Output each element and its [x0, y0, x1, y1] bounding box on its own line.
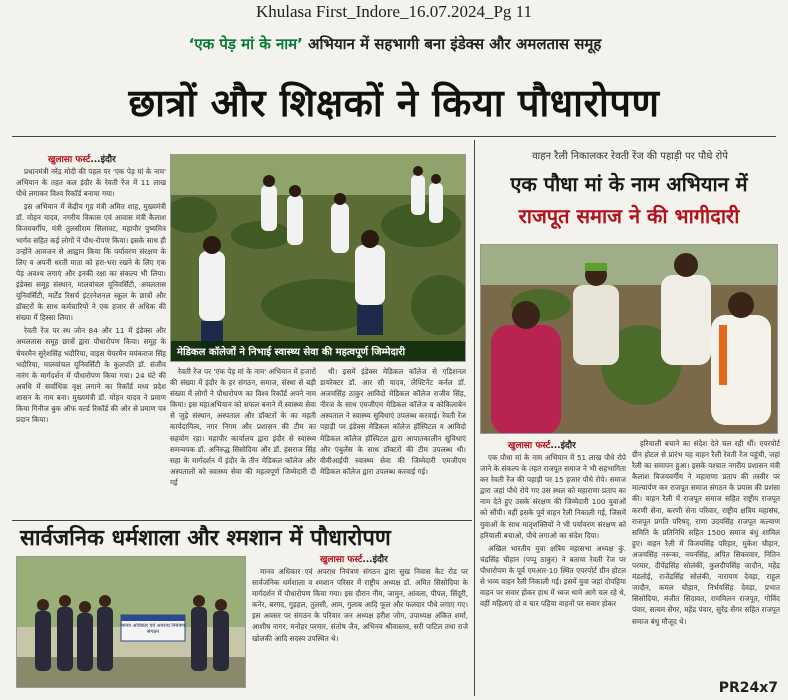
- main-kicker: [70, 34, 720, 54]
- sub-story-rule: [12, 520, 472, 521]
- main-photo-caption: मेडिकल कॉलेजों ने निभाई स्वास्थ्य सेवा की महत्वपूर्ण जिम्मेदारी: [171, 341, 465, 361]
- plantation-photo-graphic: [171, 155, 466, 362]
- pr-tag: PR24x7: [718, 680, 778, 696]
- source-line: Khulasa First_Indore_16.07.2024_Pg 11: [255, 2, 533, 21]
- main-dateline: खुलासा फर्स्ट...इंदौर: [48, 155, 116, 165]
- right-dateline: खुलासा फर्स्ट...इंदौर: [508, 441, 576, 451]
- sub-dateline: खुलासा फर्स्ट...इंदौर: [320, 555, 388, 565]
- right-column-1: एक पौधा मां के नाम अभियान में 51 लाख पौधे रोपे जाने के संकल्प के तहत राजपूत समाज ने भी सहभागिता कर रेवती रेंज की पहाड़ी पर 15 हजार पौधे रोपे। समाज द्वारा जहां पौधे रोपे गए उस स्थल को महाराणा प्रताप का नाम देते हुए उसके संरक्षण की जिम्मेदारी 100 युवाओं को सौंपी। वहीं इसके पूर्व वाहन रैली निकाली गई, जिसमें युवाओं के साथ मातृशक्तियों ने भी पर्यावरण संरक्षण को हरियाली बचाओ, पौधे लगाओ का संदेश दिया। अखिल भारतीय युवा क्षत्रिय महासभा अध्यक्ष कुं. चंद्रसिंह चौहान (पप्पू ठाकुर) ने बताया रेवती रेंज पर पौधारोपण के पूर्व एमआर-10 स्थित एयरपोर्ट ग्रीन होटल से भव्य वाहन रैली निकाली गई। इसमें युवा जहां दोपहिया वाहन पर सवार होकर हाथ में ध्वज थामे आगे चल रहे थे, वहीं महिलाएं दो व चार पहिया वाहनों पर सवार होकर: [480, 453, 626, 609]
- banner-text: मानव अधिकार एवं अपराध नियंत्रण संगठन: [121, 623, 185, 635]
- sub-column: मानव अधिकार एवं अपराध नियंत्रण संगठन द्वारा सुख निवास कैट रोड पर सार्वजनिक धर्मशाला व श्मशान परिसर में राष्ट्रीय अध्यक्ष डॉ. अमित सिसोदिया के मार्गदर्शन में पौधारोपण किया गया। इस दौरान नीम, जामुन, आंवला, पीपल, सिंदूरी, कनेर, बरगद, गुड़हल, तुलसी, आम, गुलाब आदि फूल और फलदार पौधे लगाए गए। इस अवसर पर संगठन के परिवार जन अध्यक्ष हरीश जोग, उपाध्यक्ष अंकित शर्मा, आशीष नागर, मनोहर परमार, संतोष जैन, अभिनव श्रीवास्तव, सरी पाटिल तथा राजे खोलकी आदि सदस्य उपस्थित थे।: [252, 567, 468, 643]
- right-headline: एक पौधा मां के नाम अभियान में राजपूत समाज ने की भागीदारी: [510, 172, 748, 228]
- headline-rule: [12, 136, 776, 137]
- column-divider: [474, 140, 475, 696]
- right-kicker: वाहन रैली निकालकर रेवती रेंज की पहाड़ी पर पौधे रोपे: [532, 151, 728, 162]
- kicker-highlight: ‘एक पेड़ मां के नाम’: [188, 35, 303, 53]
- main-photo: [170, 154, 466, 362]
- main-column-2: रेवती रेंज पर 'एक पेड़ मां के नाम' अभियान में हजारों की संख्या में इंदौर के हर संगठन, समाज, संस्था से बड़ी संख्या में लोगों ने पौधारोपण का विश्व रिकॉर्ड अपने नाम किया। इस महाअभियान को सफल बनाने में स्वास्थ्य सेवा से जुड़े संस्थान, अस्पताल और डॉक्टरों के का महती कार्यदायित्व, नगर निगम और प्रशासन की टीम का सहयोग रहा। महापौर कार्यालय द्वारा इंदौर से स्वास्थ्य समन्वयक डॉ. अनिरुद्ध सिसोदिया और डॉ. हंसराज सिंह सहा के मार्गदर्शन में इंदौर के तीन मेडिकल कॉलेज और अस्पतालों को स्वास्थ्य सेवा की महत्वपूर्ण जिम्मेदारी दी गई: [170, 367, 316, 487]
- right-column-2: हरियाली बचाने का संदेश देते चल रही थीं। एयरपोर्ट ग्रीन होटल से प्रारंभ यह वाहन रैली रेवती रेंज पहुंची, जहां रैली का समापन हुआ। इसके पश्चात नगरीय प्रशासन मंत्री कैलाश विजयवर्गीय ने महाराणा प्रताप की तस्वीर पर माल्यार्पण कर राजपूत समाज संगठन के प्रयास की प्रशंसा की। वाहन रैली में राजपूत समाज सहित राष्ट्रीय राजपूत करणी सेना, करणी सेना परिवार, राष्ट्रीय क्षत्रिय महासंघ, राजपूत प्रगति परिषद्, राणा उदयसिंह राजपूत कल्याण समिति के प्रतिनिधि सहित 1500 समाज बंधु शामिल हुए। वाहन रैली में विजयसिंह परिहार, मुकेश चौहान, अजयसिंह नरूका, नयनसिंह, अपित सिकरवार, नितिन परमार, दीपेंद्रसिंह सोलंकी, कुलदीपसिंह जादौन, महेंद्र मंडलोई, राजेंद्रसिंह सोलंकी, नारायण देवड़ा, राहुल जादौन, कमल चौहान, निर्भयसिंह देवड़ा, प्रभात सिसोदिया, मंजीत सिदावत, राममिलन राजपूत, गोविंद पंवार, सत्यम सेंगर, महेंद्र पंवार, सुरेंद्र सेंगर सहित राजपूत समाज बंधु मौजूद थे।: [632, 439, 780, 626]
- main-column-1: प्रधानमंत्री नरेंद्र मोदी की पहल पर 'एक पेड़ मां के नाम' अभियान के तहत कल इंदौर के रेवती रेंज में 11 लाख पौधे लगाकर विश्व रिकॉर्ड बनाया गया। इस अभियान में केंद्रीय गृह मंत्री अमित शाह, मुख्यमंत्री डॉ. मोहन यादव, नगरीय विकास एवं आवास मंत्री कैलाश विजयवर्गीय, मंत्री तुलसीराम सिलावट, महापौर पुष्यमित्र भार्गव सहित कई लोगों ने पौध-रोपण किया। इसके साथ ही उन्होंने आमजन से आह्वान किया कि पर्यावरण संरक्षण के लिए व अपनी धरती माता को हरा-भरा रखने के लिए एक पेड़ अवश्य लगाएं और इनकी रक्षा का संकल्प भी लिया। इंडेक्स समूह संस्थान, मालवांचल यूनिवर्सिटी, अमलतास यूनिवर्सिटी, मार्टेंड रिसर्च इंटरनेशनल स्कूल के छात्रों और डॉक्टरों के साथ कर्मचारियों ने एक हजार से अधिक की संख्या में हिस्सा लिया। रेवती रेंज पर स्थ जोन 84 और 11 में इंडेक्स और अमलतास समूह छात्रों द्वारा पौधारोपण किया। समूह के चेयरमैन सुरेशसिंह भदौरिया, वाइस चेयरमैन मयंकराज सिंह भदौरिया, मालवांचल यूनिवर्सिटी के कुलपति डॉ. संजीव नारंग के मार्गदर्शन में पौधारोपण किया गया। 24 घंटे की अवधि में सर्वाधिक वृक्ष लगाने का रिकॉर्ड मध्य प्रदेश शासन के नाम बना। मुख्यमंत्री डॉ. मोहन यादव ने प्रमाण किया गिनीज बुक ऑफ वर्ल्ड रिकॉर्ड की ओर से प्रमाण पत्र प्रदान किया।: [16, 167, 166, 425]
- main-column-3: थी। इसमें इंडेक्स मेडिकल कॉलेज से एडिशनल डायरेक्टर डॉ. आर सी यादव, लेफ्टिनेंट कर्नल डॉ. अजयसिंह ठाकुर आविदो मेडिकल कॉलेज राजीव सिंह, नीरज के साथ एमजीएम मेडिकल कॉलेज व कोकिलाबेन अस्पताल ने स्वास्थ्य सुविधाएं उपलब्ध करवाई। रेवती रेंज पहाड़ी पर इंडेक्स मेडिकल कॉलेज हॉस्पिटल व आविदो मेडिकल कॉलेज हॉस्पिटल द्वारा आपातकालीन सुविधाएं और एंबुलेंस के साथ डॉक्टरों की टीम उपलब्ध थी। वीवीआईपी स्वास्थ्य सेवा की जिम्मेदारी एमजीएम मेडिकल कॉलेज द्वारा उपलब्ध करवाई गई।: [320, 367, 466, 476]
- kicker-rest: अभियान में सहभागी बना इंडेक्स और अमलतास समूह: [302, 35, 602, 53]
- main-headline: छात्रों और शिक्षकों ने किया पौधारोपण: [128, 81, 660, 125]
- sub-photo: [16, 556, 246, 688]
- rajput-plantation-graphic: [481, 245, 778, 434]
- right-photo: [480, 244, 778, 434]
- sub-headline: सार्वजनिक धर्मशाला और श्मशान में पौधारोपण: [20, 526, 391, 551]
